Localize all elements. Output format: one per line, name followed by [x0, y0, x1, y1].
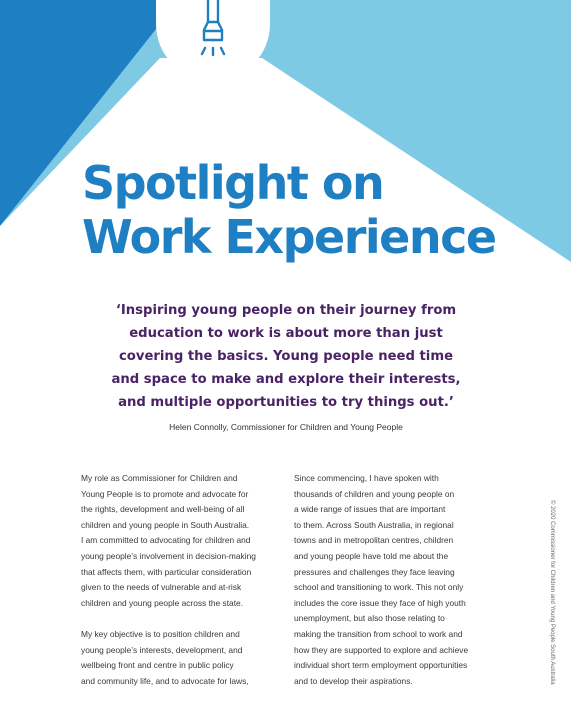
body-line: Since commencing, I have spoken with [294, 473, 439, 483]
body-line: I am committed to advocating for children and [81, 535, 251, 546]
body-line: children and young people in South Australia. [81, 519, 250, 530]
body-line: given to the needs of vulnerable and at-risk [81, 582, 242, 593]
body-line: that affects them, with particular consideration [81, 566, 252, 577]
quote-line: education to work is about more than just [129, 326, 443, 341]
body-line: includes the core issue they face of high youth [294, 597, 466, 608]
body-line: towns and in metropolitan centres, children [294, 535, 454, 546]
body-paragraph [81, 627, 281, 689]
quote-line: and space to make and explore their interests, [111, 372, 461, 387]
quote-line: covering the basics. Young people need time [118, 349, 454, 364]
quote-line: ‘Inspiring young people on their journey from [115, 303, 457, 318]
quote-line: and multiple opportunities to try things out.’ [118, 395, 454, 410]
body-line: and to develop their aspirations. [294, 675, 413, 686]
quote-attribution: Helen Connolly, Commissioner for Children and Young People [169, 422, 403, 432]
body-line: pressures and challenges they face leaving [294, 566, 455, 577]
title-line: Spotlight on [82, 156, 384, 210]
body-line: My key objective is to position children and [81, 628, 240, 639]
body-paragraph [294, 471, 494, 689]
title-line: Work Experience [82, 210, 496, 264]
body-line: to them. Across South Australia, in regional [294, 519, 454, 530]
body-line: Young People is to promote and advocate for [81, 488, 249, 499]
body-line: making the transition from school to work and [294, 628, 463, 639]
body-line: how they are supported to explore and achieve [294, 644, 469, 655]
body-line: school and transitioning to work. This not only [294, 582, 464, 593]
body-paragraph [81, 471, 281, 611]
body-line: young people’s interests, development, and [81, 644, 243, 655]
body-line: unemployment, but also those relating to [294, 613, 445, 624]
body-line: children and young people across the state. [81, 597, 244, 608]
body-line: a wide range of issues that are important [294, 504, 446, 515]
body-line: and community life, and to advocate for laws, [81, 675, 249, 686]
body-column-left [81, 471, 281, 705]
pull-quote [100, 299, 472, 414]
body-line: and young people have told me about the [294, 550, 449, 561]
copyright-notice: © 2020 Commissioner for Children and Young People South Australia [549, 500, 555, 685]
body-column-right [294, 471, 494, 705]
body-line: wellbeing front and centre in public policy [81, 660, 234, 671]
body-line: individual short term employment opportunities [294, 660, 468, 671]
body-line: My role as Commissioner for Children and [81, 473, 238, 483]
body-line: the rights, development and well-being of all [81, 504, 245, 515]
body-line: thousands of children and young people on [294, 488, 455, 499]
page-title [82, 156, 496, 264]
body-line: young people’s involvement in decision-making [81, 550, 256, 561]
